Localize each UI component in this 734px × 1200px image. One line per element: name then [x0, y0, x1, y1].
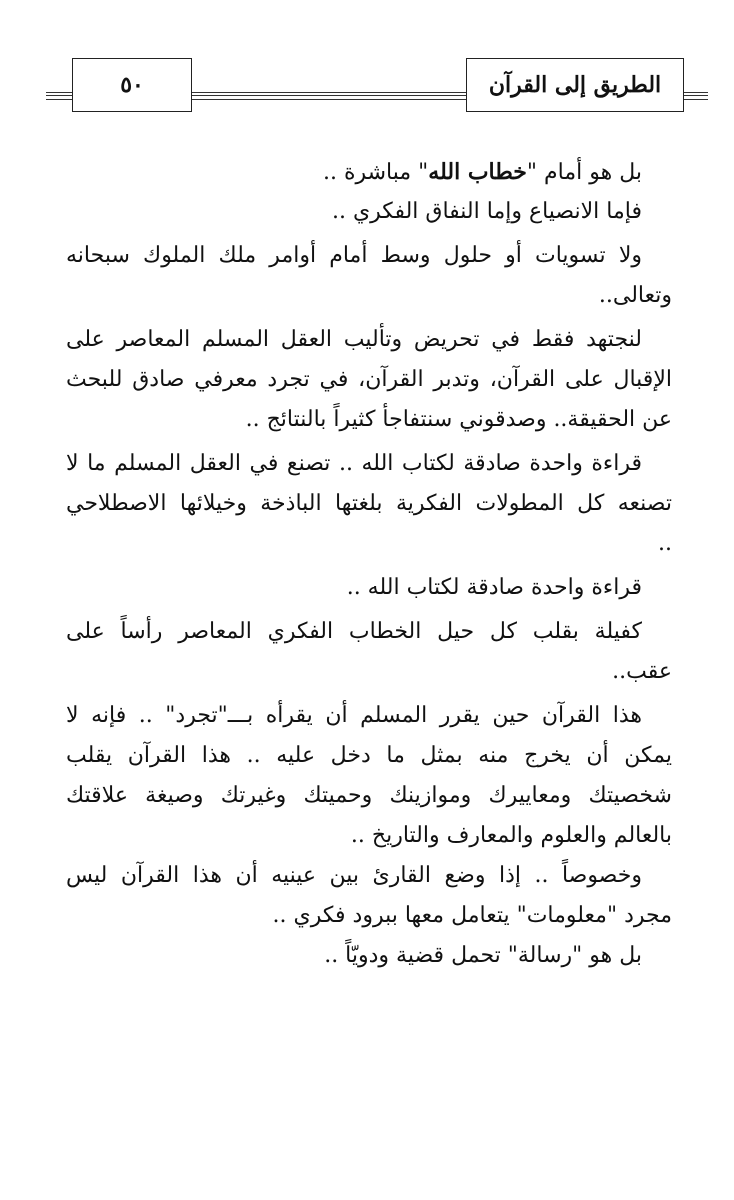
text-run: " مباشرة .. — [322, 160, 429, 185]
paragraph-line: هذا القرآن حين يقرر المسلم أن يقرأه بـــ"تجرد" .. فإنه لا — [66, 703, 642, 728]
page-number: ٥٠ — [72, 58, 192, 112]
paragraph-line: تصنعه كل المطولات الفكرية بلغتها الباذخة وخيلائها الاصطلاحي — [66, 491, 672, 516]
paragraph-line: ولا تسويات أو حلول وسط أمام أوامر ملك الملوك سبحانه — [66, 243, 642, 268]
paragraph-line: بل هو "رسالة" تحمل قضية ودويّاً .. — [324, 943, 642, 968]
paragraph-line: فإما الانصياع وإما النفاق الفكري .. — [331, 199, 642, 224]
paragraph-line: عقب.. — [612, 659, 672, 684]
book-title: الطريق إلى القرآن — [466, 58, 684, 112]
paragraph-line: عن الحقيقة.. وصدقوني سنتفاجأ كثيراً بالنتائج .. — [245, 407, 672, 432]
paragraph-line: قراءة واحدة صادقة لكتاب الله .. تصنع في العقل المسلم ما لا — [66, 451, 642, 476]
text-run: بل هو أمام " — [526, 160, 642, 185]
paragraph-line: شخصيتك ومعاييرك وموازينك وحميتك وغيرتك وصيغة علاقتك — [66, 783, 672, 808]
paragraph-line: وخصوصاً .. إذا وضع القارئ بين عينيه أن هذا القرآن ليس — [66, 863, 642, 888]
paragraph-line: بالعالم والعلوم والمعارف والتاريخ .. — [350, 823, 672, 848]
running-header — [46, 58, 708, 114]
paragraph-line — [66, 152, 672, 192]
paragraph-line: وتعالى.. — [598, 283, 672, 308]
paragraph-line: قراءة واحدة صادقة لكتاب الله .. — [346, 575, 642, 600]
paragraph-line: .. — [658, 531, 672, 556]
paragraph-line: كفيلة بقلب كل حيل الخطاب الفكري المعاصر رأساً على — [66, 619, 642, 644]
paragraph-line: لنجتهد فقط في تحريض وتأليب العقل المسلم المعاصر على — [66, 327, 642, 352]
paragraph-line: الإقبال على القرآن، وتدبر القرآن، في تجرد معرفي صادق للبحث — [66, 367, 672, 392]
paragraph-line: يمكن أن يخرج منه بمثل ما دخل عليه .. هذا القرآن يقلب — [66, 743, 672, 768]
paragraph-line: مجرد "معلومات" يتعامل معها ببرود فكري .. — [272, 903, 672, 928]
page-body — [66, 152, 672, 976]
emphasis-text: خطاب الله — [428, 159, 527, 185]
